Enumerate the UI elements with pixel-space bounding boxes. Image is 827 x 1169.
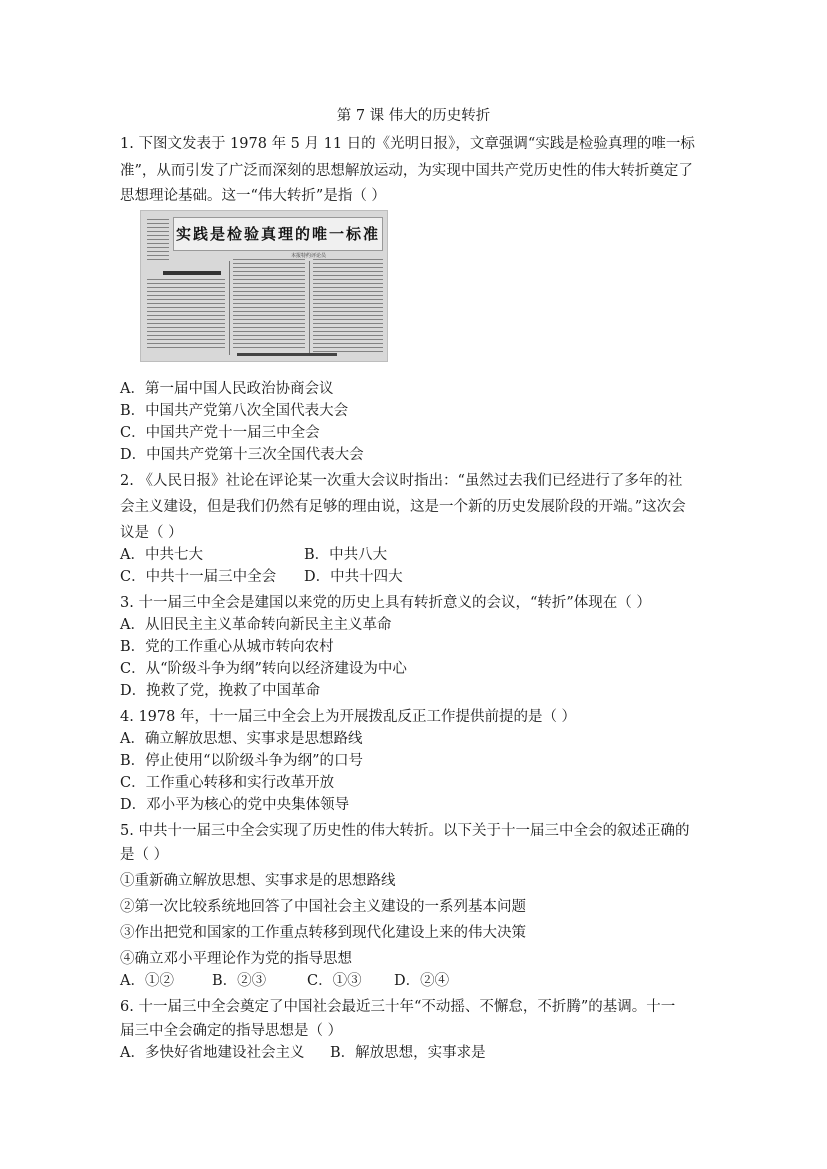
q1-option-b: B．中国共产党第八次全国代表大会	[120, 403, 349, 419]
q4-option-a: A．确立解放思想、实事求是思想路线	[120, 731, 363, 747]
q5-line-1: 5. 中共十一届三中全会实现了历史性的伟大转折。以下关于十一届三中全会的叙述正确的	[120, 823, 690, 839]
q5-statement-4: ④确立邓小平理论作为党的指导思想	[120, 951, 352, 967]
q5-statement-1: ①重新确立解放思想、实事求是的思想路线	[120, 873, 396, 889]
q5-option-b: B．②③	[212, 973, 267, 989]
q5-option-c: C．①③	[307, 973, 362, 989]
q2-option-d: D．中共十四大	[304, 569, 403, 585]
q4-option-c: C．工作重心转移和实行改革开放	[120, 775, 335, 791]
q1-option-d: D．中国共产党第十三次全国代表大会	[120, 447, 364, 463]
column-divider	[229, 261, 230, 355]
q1-line-2: 准”，从而引发了广泛而深刻的思想解放运动，为实现中国共产党历史性的伟大转折奠定了	[120, 163, 693, 179]
q3-option-c: C．从“阶级斗争为纲”转向以经济建设为中心	[120, 661, 407, 677]
q5-option-a: A．①②	[120, 973, 174, 989]
q2-line-1: 2. 《人民日报》社论在评论某一次重大会议时指出：“虽然过去我们已经进行了多年的社	[120, 473, 683, 489]
section-heading-bar	[163, 271, 221, 275]
q6-line-2: 届三中全会确定的指导思想是（ ）	[120, 1023, 343, 1039]
page-title: 第 7 课 伟大的历史转折	[336, 108, 491, 124]
q4-option-b: B．停止使用“以阶级斗争为纲”的口号	[120, 753, 363, 769]
q6-option-a: A．多快好省地建设社会主义	[120, 1045, 305, 1061]
q2-option-a: A．中共七大	[120, 547, 203, 563]
text-column	[313, 259, 383, 355]
q3-line-1: 3. 十一届三中全会是建国以来党的历史上具有转折意义的会议，“转折”体现在（ ）	[120, 595, 651, 611]
text-column	[147, 219, 169, 263]
q2-options-row-1	[120, 545, 387, 565]
text-column	[147, 279, 225, 351]
newspaper-headline: 实践是检验真理的唯一标准	[173, 217, 383, 251]
q6-option-b: B．解放思想，实事求是	[330, 1045, 486, 1061]
footer-bar	[237, 353, 337, 356]
q2-options-row-2	[120, 567, 403, 587]
column-divider	[309, 261, 310, 355]
q1-option-a: A．第一届中国人民政治协商会议	[120, 381, 334, 397]
q5-statement-3: ③作出把党和国家的工作重点转移到现代化建设上来的伟大决策	[120, 925, 526, 941]
q6-line-1: 6. 十一届三中全会奠定了中国社会最近三十年“不动摇、不懈怠，不折腾”的基调。十一	[120, 999, 676, 1015]
q3-option-b: B．党的工作重心从城市转向农村	[120, 639, 334, 655]
q3-option-d: D．挽救了党，挽救了中国革命	[120, 683, 321, 699]
q1-option-c: C．中国共产党十一届三中全会	[120, 425, 320, 441]
q2-line-2: 会主义建设，但是我们仍然有足够的理由说，这是一个新的历史发展阶段的开端。”这次会	[120, 499, 686, 515]
q5-option-d: D．②④	[394, 973, 450, 989]
q5-options-row	[120, 971, 449, 991]
q1-line-3: 思想理论基础。这一“伟大转折”是指（ ）	[120, 188, 386, 204]
q1-line-1: 1. 下图文发表于 1978 年 5 月 11 日的《光明日报》，文章强调“实践是检验真理的唯一标	[120, 136, 695, 152]
q4-option-d: D．邓小平为核心的党中央集体领导	[120, 797, 350, 813]
newspaper-byline: 本报特约评论员	[291, 253, 327, 259]
newspaper-clipping-image	[140, 210, 388, 362]
q5-statement-2: ②第一次比较系统地回答了中国社会主义建设的一系列基本问题	[120, 899, 526, 915]
q5-line-2: 是（ ）	[120, 847, 169, 863]
q3-option-a: A．从旧民主主义革命转向新民主主义革命	[120, 617, 392, 633]
q4-line-1: 4. 1978 年，十一届三中全会上为开展拨乱反正工作提供前提的是（ ）	[120, 709, 577, 725]
text-column	[233, 259, 305, 349]
q2-option-c: C．中共十一届三中全会	[120, 569, 277, 585]
q2-option-b: B．中共八大	[304, 547, 388, 563]
q6-options-row	[120, 1043, 486, 1063]
q2-line-3: 议是（ ）	[120, 525, 183, 541]
